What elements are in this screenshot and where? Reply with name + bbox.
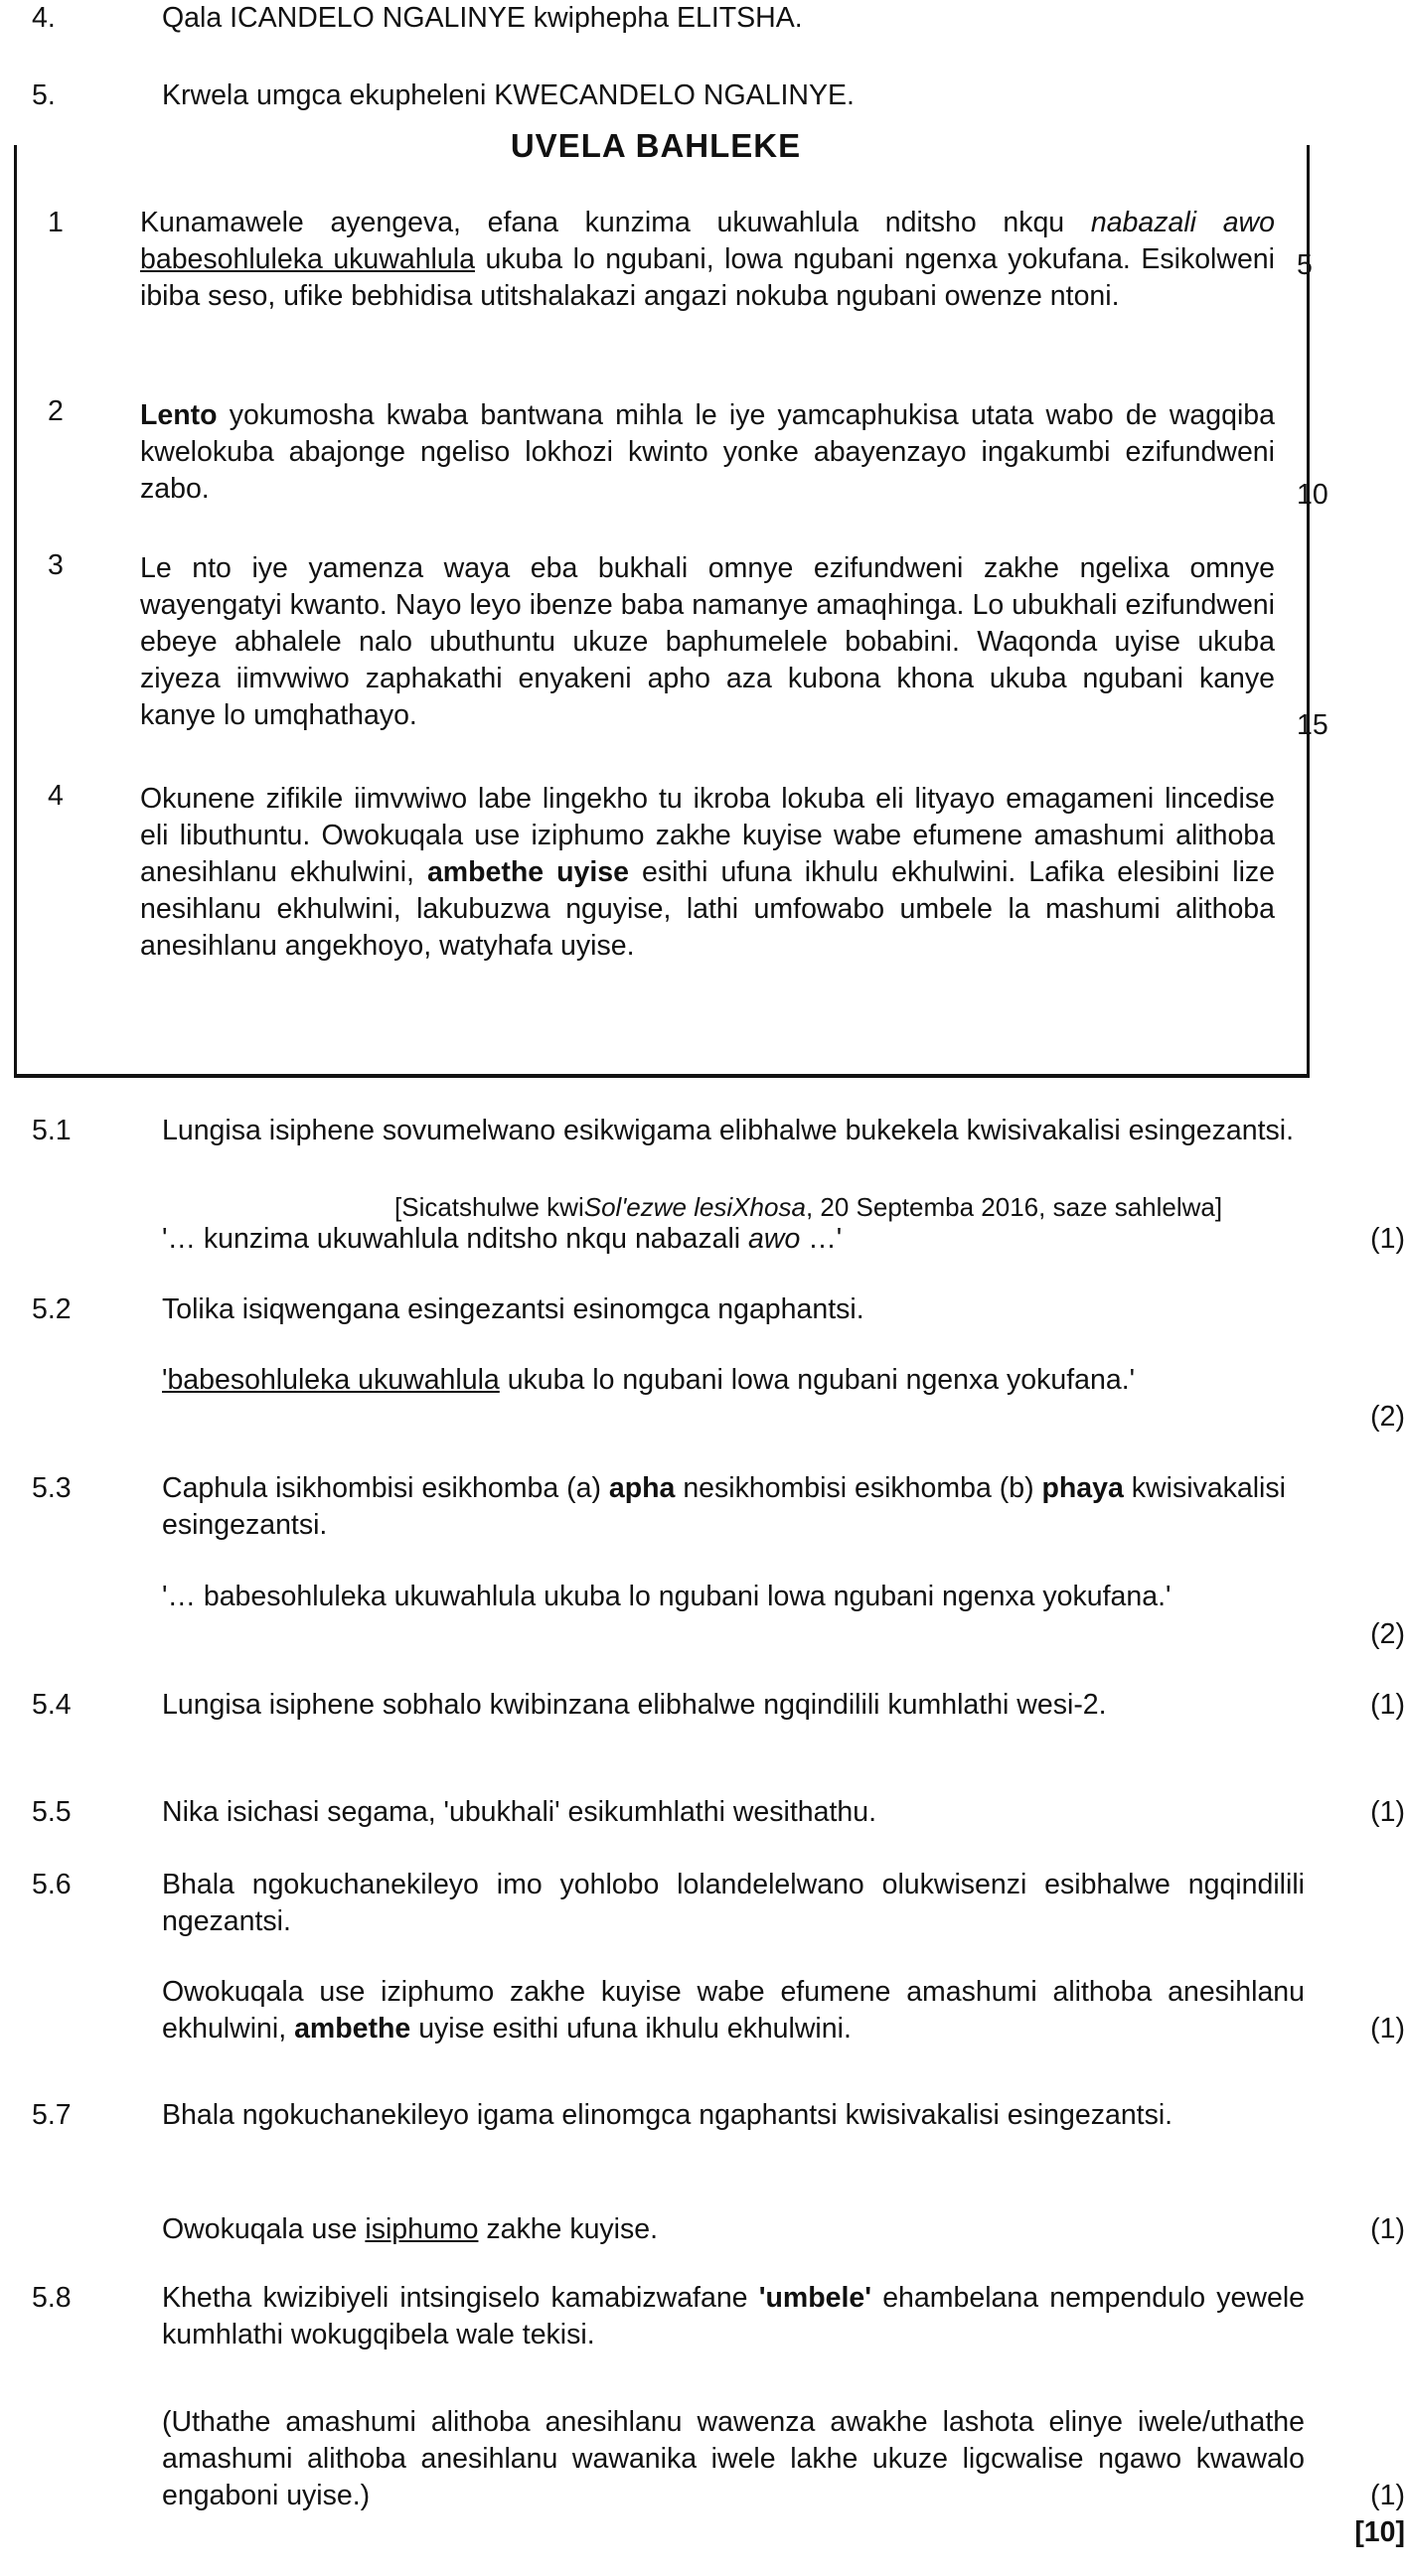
question-text: Bhala ngokuchanekileyo imo yohlobo lolandelelwano olukwisenzi esibhalwe ngqindilili ngezantsi. [162,1869,1305,1937]
question-text: Nika isichasi segama, 'ubukhali' esikumhlathi wesithathu. [162,1796,876,1828]
question-number: 5.5 [32,1796,72,1828]
question-number: 5.7 [32,2099,72,2131]
question-mark: (1) [1370,1223,1405,1255]
question-text: Caphula isikhombisi esikhomba (a) apha nesikhombisi esikhomba (b) phaya kwisivakalisi esingezantsi. [162,1472,1286,1541]
question-mark: (1) [1370,1689,1405,1721]
line-number: 5 [1297,249,1313,281]
question-text: Lungisa isiphene sovumelwano esikwigama elibhalwe bukekela kwisivakalisi esingezantsi. [162,1115,1295,1146]
question-quote: '… kunzima ukuwahlula nditsho nkqu nabazali awo …' [162,1223,843,1255]
instruction-number: 5. [32,79,56,111]
paragraph-number: 4 [48,780,64,812]
question-text: Tolika isiqwengana esingezantsi esinomgca ngaphantsi. [162,1293,864,1325]
passage-source: [Sicatshulwe kwiSol'ezwe lesiXhosa, 20 Septemba 2016, saze sahlelwa] [394,1192,1223,1222]
question-quote: (Uthathe amashumi alithoba anesihlanu wawenza awakhe lashota elinye iwele/uthathe amashumi alithoba anesihlanu wawanika iwele lakhe ukuze ligcwalise ngawo kwawalo engaboni uyise.) [162,2406,1305,2511]
instruction-text: Qala ICANDELO NGALINYE kwiphepha ELITSHA. [162,2,803,34]
question-number: 5.4 [32,1689,72,1721]
question-text: Lungisa isiphene sobhalo kwibinzana elibhalwe ngqindilili kumhlathi wesi-2. [162,1689,1107,1721]
question-number: 5.8 [32,2282,72,2314]
question-number: 5.6 [32,1869,72,1900]
question-number: 5.2 [32,1293,72,1325]
section-total: [10] [1354,2516,1405,2548]
question-quote: Owokuqala use isiphumo zakhe kuyise. [162,2213,659,2245]
question-quote: Owokuqala use iziphumo zakhe kuyise wabe efumene amashumi alithoba anesihlanu ekhulwini, ambethe uyise esithi ufuna ikhulu ekhulwini. [162,1976,1305,2045]
question-mark: (2) [1370,1618,1405,1650]
question-quote: 'babesohluleka ukuwahlula ukuba lo ngubani lowa ngubani ngenxa yokufana.' [162,1364,1136,1396]
question-mark: (2) [1370,1401,1405,1433]
question-number: 5.3 [32,1472,72,1504]
paragraph-3: Le nto iye yamenza waya eba bukhali omnye ezifundweni zakhe ngelixa omnye wayengatyi kwanto. Nayo leyo ibenze baba namanye amaqhinga. Lo ubukhali ezifundweni ebeye abhalele nalo ubuthuntu ukuze baphumelele bobabini. Waqonda uyise ukuba ziyeza iimvwiwo zaphakathi enyakeni apho aza kubona khona ukuba ngubani kanye kanye lo umqhathayo. [140,552,1275,731]
question-number: 5.1 [32,1115,72,1146]
question-text: Bhala ngokuchanekileyo igama elinomgca ngaphantsi kwisivakalisi esingezantsi. [162,2099,1173,2131]
instruction-text: Krwela umgca ekupheleni KWECANDELO NGALINYE. [162,79,855,111]
question-mark: (1) [1370,2213,1405,2245]
question-quote: '… babesohluleka ukuwahlula ukuba lo ngubani lowa ngubani ngenxa yokufana.' [162,1581,1171,1612]
question-mark: (1) [1370,1796,1405,1828]
paragraph-1: Kunamawele ayengeva, efana kunzima ukuwahlula nditsho nkqu nabazali awo babesohluleka ukuwahlula ukuba lo ngubani, lowa ngubani ngenxa yokufana. Esikolweni ibiba seso, ufike bebhidisa utitshalakazi angazi nokuba ngubani owenze ntoni. [140,207,1275,312]
line-number: 15 [1297,709,1328,741]
paragraph-number: 3 [48,549,64,581]
paragraph-2: Lento yokumosha kwaba bantwana mihla le iye yamcaphukisa utata wabo de wagqiba kwelokuba abajonge ngeliso lokhozi kwinto yonke abayenzayo ingakumbi ezifundweni zabo. [140,399,1275,505]
paragraph-4: Okunene zifikile iimvwiwo labe lingekho tu ikroba lokuba eli lityayo emagameni lincedise eli libuthuntu. Owokuqala use iziphumo zakhe kuyise wabe efumene amashumi alithoba anesihlanu ekhulwini, ambethe uyise esithi ufuna ikhulu ekhulwini. Lafika elesibini lize nesihlanu ekhulwini, lakubuzwa nguyise, lathi umfowabo umbele la mashumi alithoba anesihlanu angekhoyo, watyhafa uyise. [140,783,1276,962]
paragraph-number: 1 [48,207,64,238]
paragraph-number: 2 [48,395,64,427]
passage-title: UVELA BAHLEKE [510,129,802,163]
instruction-number: 4. [32,2,56,34]
question-mark: (1) [1370,2480,1405,2511]
question-text: Khetha kwizibiyeli intsingiselo kamabizwafane 'umbele' ehambelana nempendulo yewele kumhlathi wokugqibela wale tekisi. [162,2282,1305,2350]
question-mark: (1) [1370,2013,1405,2045]
line-number: 10 [1297,479,1328,511]
